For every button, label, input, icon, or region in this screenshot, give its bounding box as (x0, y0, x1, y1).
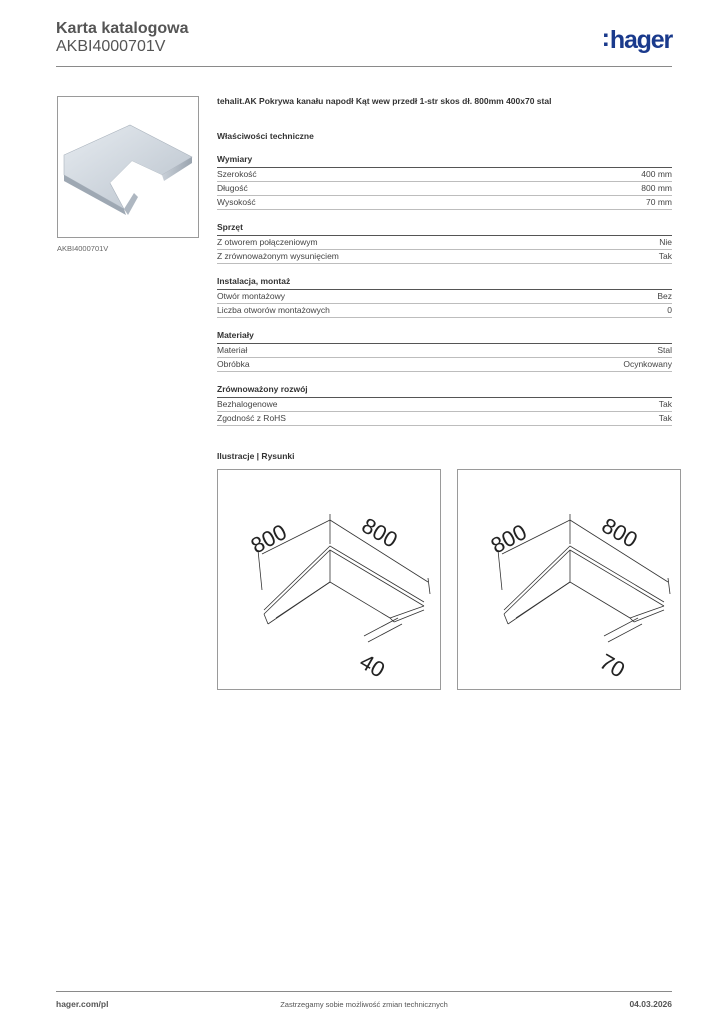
product-image-caption: AKBI4000701V (57, 244, 109, 253)
section-title: Materiały (217, 330, 672, 344)
dimension-label: 800 (246, 519, 291, 559)
dimension-label: 40 (355, 648, 390, 683)
website-link[interactable]: hager.com/pl (56, 999, 109, 1009)
technical-drawing-2 (457, 469, 681, 690)
dimension-label: 800 (597, 512, 642, 553)
section-title: Instalacja, montaż (217, 276, 672, 290)
header-divider (56, 66, 672, 67)
footer-divider (56, 991, 672, 992)
hager-logo: :hager (601, 24, 672, 54)
dimension-label: 70 (595, 648, 630, 683)
product-code: AKBI4000701V (56, 38, 166, 55)
section-equipment (217, 222, 672, 264)
section-dimensions (217, 154, 672, 210)
table-row: Otwór montażowy Bez (217, 290, 672, 304)
dimension-label: 800 (357, 512, 402, 553)
table-row: Wysokość 70 mm (217, 196, 672, 210)
table-row: Szerokość 400 mm (217, 168, 672, 182)
table-row: Obróbka Ocynkowany (217, 358, 672, 372)
section-title: Sprzęt (217, 222, 672, 236)
product-image (57, 96, 199, 238)
illustrations-heading: Ilustracje | Rysunki (217, 451, 295, 461)
section-installation (217, 276, 672, 318)
footer-notice: Zastrzegamy sobie możliwość zmian technicznych (280, 1000, 448, 1009)
properties-heading: Właściwości techniczne (217, 131, 314, 141)
section-title: Wymiary (217, 154, 672, 168)
technical-drawing-1 (217, 469, 441, 690)
table-row: Materiał Stal (217, 344, 672, 358)
section-materials (217, 330, 672, 372)
section-sustainability (217, 384, 672, 426)
table-row: Bezhalogenowe Tak (217, 398, 672, 412)
table-row: Zgodność z RoHS Tak (217, 412, 672, 426)
page-header (56, 20, 672, 68)
document-title: Karta katalogowa (56, 20, 189, 37)
product-description: tehalit.AK Pokrywa kanału napodł Kąt wew przedł 1-str skos dł. 800mm 400x70 stal (217, 96, 552, 106)
dimension-label: 800 (486, 519, 531, 559)
footer-date: 04.03.2026 (629, 999, 672, 1009)
table-row: Z zrównoważonym wysunięciem Tak (217, 250, 672, 264)
table-row: Z otworem połączeniowym Nie (217, 236, 672, 250)
table-row: Długość 800 mm (217, 182, 672, 196)
table-row: Liczba otworów montażowych 0 (217, 304, 672, 318)
section-title: Zrównoważony rozwój (217, 384, 672, 398)
